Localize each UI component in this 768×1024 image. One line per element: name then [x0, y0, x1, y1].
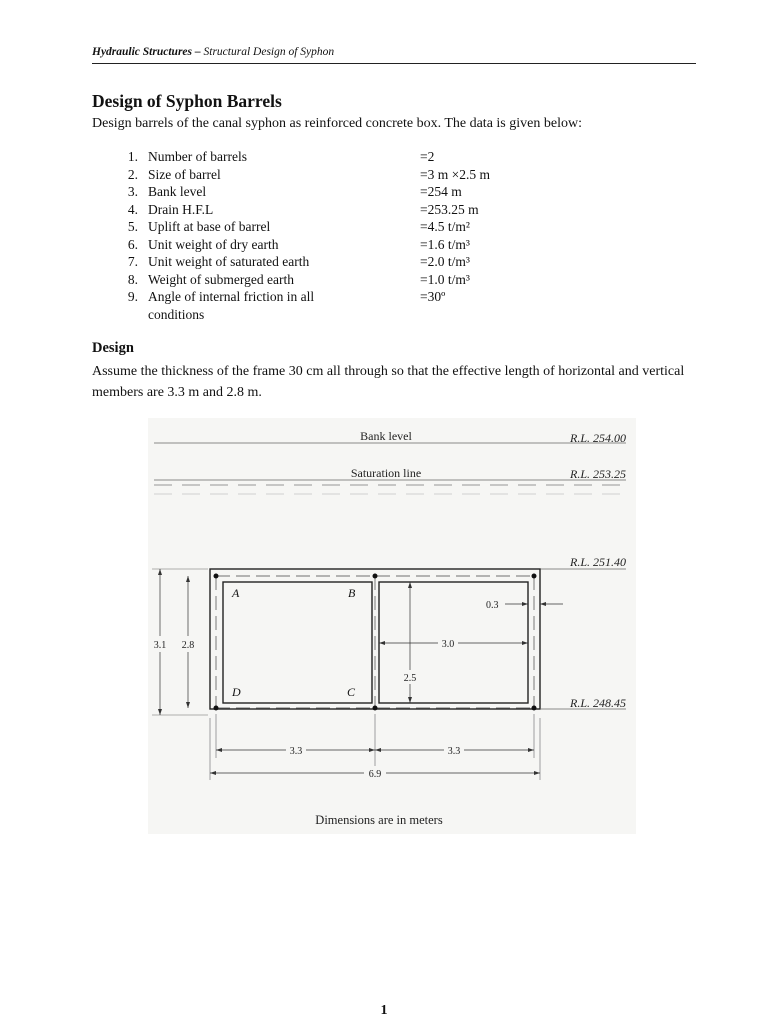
- intro-text: Design barrels of the canal syphon as reinforced concrete box. The data is given below:: [92, 116, 582, 131]
- inner-height-dim-label: 2.5: [403, 673, 417, 684]
- running-header: [92, 46, 696, 58]
- joint-node: [373, 574, 378, 579]
- joint-node: [532, 706, 537, 711]
- total-width-dim-label: 6.9: [368, 769, 382, 780]
- thickness-dim-label: 0.3: [486, 600, 499, 611]
- page-number: 1: [380, 1003, 388, 1018]
- bank-rl-label: R.L. 254.00: [569, 431, 626, 445]
- inner-width-dim-label: 3.0: [441, 639, 455, 650]
- list-item: 4. Drain H.F.L =253.25 m: [127, 201, 479, 217]
- list-item: 7. Unit weight of saturated earth =2.0 t/m³: [127, 254, 470, 269]
- design-paragraph: Assume the thickness of the frame 30 cm all through so that the effective length of horizontal and vertical members are 3.3 m and 2.8 m.: [92, 364, 685, 400]
- outer-height-dim-label: 3.1: [153, 640, 167, 651]
- list-item: 9. Angle of internal friction in all conditions =30º: [127, 289, 446, 322]
- list-item: 3. Bank level =254 m: [127, 184, 462, 199]
- list-item: 1. Number of barrels =2: [127, 149, 435, 164]
- joint-node: [214, 706, 219, 711]
- right-span-dim-label: 3.3: [447, 746, 461, 757]
- section-title: Design of Syphon Barrels: [92, 91, 282, 111]
- eff-height-dim-label: 2.8: [181, 640, 195, 651]
- joint-label-b: B: [348, 586, 356, 600]
- saturation-line-label: Saturation line: [350, 466, 422, 480]
- header-rule: [92, 63, 696, 64]
- joint-label-d: D: [232, 685, 241, 699]
- joint-label-c: C: [347, 685, 356, 699]
- joint-label-a: A: [232, 586, 240, 600]
- joint-node: [214, 574, 219, 579]
- header-book-title: Hydraulic Structures –: [92, 46, 201, 58]
- header-chapter-title: Structural Design of Syphon: [200, 46, 335, 58]
- figure-caption: Dimensions are in meters: [315, 813, 443, 827]
- bottom-rl-label: R.L. 248.45: [569, 696, 626, 710]
- left-span-dim-label: 3.3: [289, 746, 303, 757]
- joint-node: [373, 706, 378, 711]
- list-item: 2. Size of barrel =3 m ×2.5 m: [127, 166, 490, 182]
- bank-level-label: Bank level: [360, 429, 412, 443]
- design-heading: Design: [92, 340, 134, 356]
- saturation-rl-label: R.L. 253.25: [569, 467, 626, 481]
- list-item: 8. Weight of submerged earth =1.0 t/m³: [127, 271, 470, 287]
- list-item: 6. Unit weight of dry earth =1.6 t/m³: [127, 236, 470, 252]
- top-rl-label: R.L. 251.40: [569, 555, 626, 569]
- joint-node: [532, 574, 537, 579]
- barrel-section-figure: [148, 418, 636, 834]
- data-list: [100, 148, 620, 323]
- list-item: 5. Uplift at base of barrel =4.5 t/m²: [127, 219, 470, 234]
